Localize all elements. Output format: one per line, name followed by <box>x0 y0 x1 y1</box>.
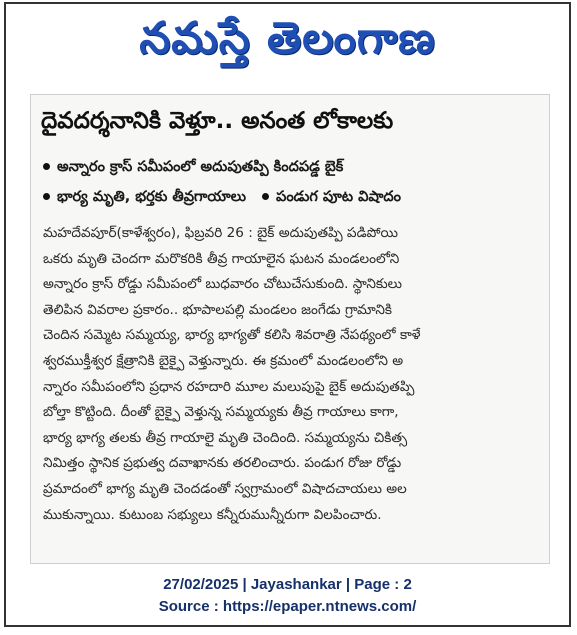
body-line: బోల్తా కొట్టింది. దీంతో బైక్పై వెళ్తున్న సమ్మయ్యకు తీవ్ర గాయాలు కాగా, <box>43 404 399 421</box>
footer <box>6 574 569 618</box>
subhead-row-1 <box>41 155 546 179</box>
masthead <box>6 10 569 72</box>
footer-source: Source : https://epaper.ntnews.com/ <box>158 598 417 615</box>
body-line: ముకున్నాయి. కుటుంబ సభ్యులు కన్నీరుమున్నీరుగా విలపించారు. <box>43 506 382 523</box>
newspaper-logo: నమస్తే తెలంగాణ <box>139 13 436 64</box>
article-clipping <box>30 94 550 564</box>
article-headline: దైవదర్శనానికి వెళ్తూ.. అనంత లోకాలకు <box>41 108 394 134</box>
subhead-1: అన్నారం క్రాస్ సమీపంలో అదుపుతప్పి కిందపడ్డ బైక్ <box>57 159 344 175</box>
subhead-row-2 <box>41 185 546 209</box>
bullet-icon <box>262 193 269 200</box>
body-line: మహదేవపూర్(కాళేశ్వరం), ఫిబ్రవరి 26 : బైక్ అదుపుతప్పి పడిపోయి <box>43 225 398 241</box>
body-line: న్నారం సమీపంలోని ప్రధాన రహదారి మూల మలుపుపై బైక్ అదుపుతప్పి <box>43 378 415 395</box>
bullet-icon <box>43 193 50 200</box>
body-line: చెందిన సమ్మెట సమ్మయ్య, భార్య భాగ్యతో కలిసి శివరాత్రి నేపథ్యంలో కాళే <box>43 327 421 344</box>
body-line: తెలిపిన వివరాల ప్రకారం.. భూపాలపల్లి మండలం జంగేడు గ్రామానికి <box>43 301 393 318</box>
bullet-icon <box>43 163 50 170</box>
body-line: ఒకరు మృతి చెందగా మరొకరికి తీవ్ర గాయాలైన ఘటన మండలంలోని <box>43 250 400 267</box>
page-frame <box>4 2 571 627</box>
subhead-2: భార్య మృతి, భర్తకు తీవ్రగాయాలు <box>57 189 247 205</box>
subhead-3: పండుగ పూట విషాదం <box>276 189 401 205</box>
body-line: నిమిత్తం స్థానిక ప్రభుత్వ దవాఖానకు తరలించారు. పండుగ రోజు రోడ్డు <box>43 455 402 472</box>
article-body <box>43 221 543 528</box>
body-line: శ్వరముక్తీశ్వర క్షేత్రానికి బైక్పై వెళ్తున్నారు. ఈ క్రమంలో మండలంలోని అ <box>43 352 404 369</box>
body-line: అన్నారం క్రాస్ రోడ్డు సమీపంలో బుధవారం చోటుచేసుకుంది. స్థానికులు <box>43 276 403 293</box>
footer-date-edition: 27/02/2025 | Jayashankar | Page : 2 <box>163 576 412 593</box>
body-line: ప్రమాదంలో భాగ్య మృతి చెందడంతో స్వగ్రామంలో విషాదచాయలు అల <box>43 480 407 497</box>
body-line: భార్య భాగ్య తలకు తీవ్ర గాయాలై మృతి చెందింది. సమ్మయ్యను చికిత్స <box>43 429 408 446</box>
